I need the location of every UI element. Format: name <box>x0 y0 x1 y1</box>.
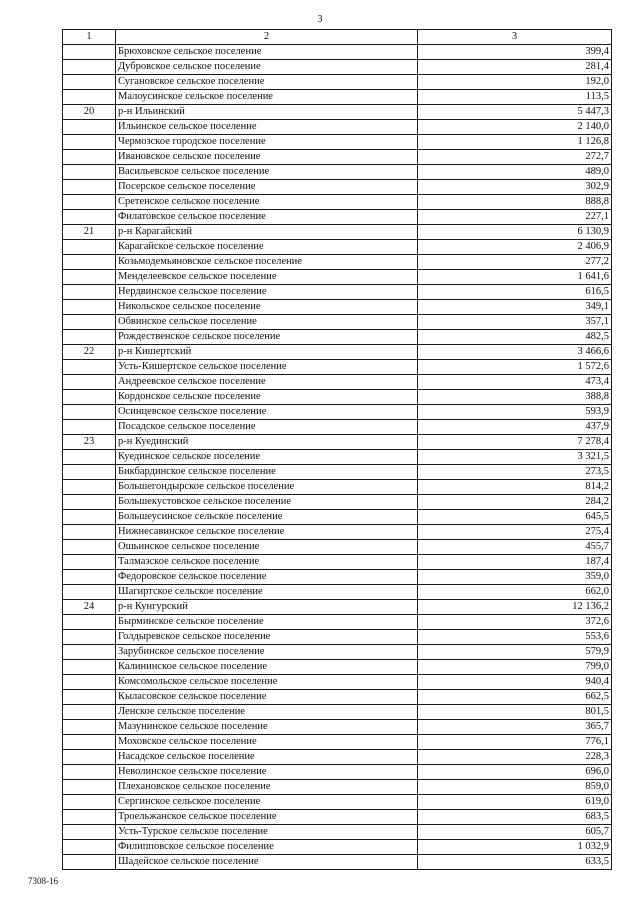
table-row <box>63 405 612 420</box>
amount-cell: 281,4 <box>418 60 612 75</box>
amount-cell: 275,4 <box>418 525 612 540</box>
settlement-name-cell: Бырминское сельское поселение <box>116 615 418 630</box>
row-number-cell <box>63 390 116 405</box>
table-row <box>63 285 612 300</box>
table-row <box>63 690 612 705</box>
row-number-cell <box>63 540 116 555</box>
page-number: 3 <box>317 14 323 25</box>
settlement-name-cell: Посадское сельское поселение <box>116 420 418 435</box>
settlement-name-cell: Сугановское сельское поселение <box>116 75 418 90</box>
settlement-name-cell: Голдыревское сельское поселение <box>116 630 418 645</box>
settlement-name-cell: Комсомольское сельское поселение <box>116 675 418 690</box>
row-number-cell: 20 <box>63 105 116 120</box>
amount-cell: 593,9 <box>418 405 612 420</box>
amount-cell: 662,0 <box>418 585 612 600</box>
settlement-name-cell: Никольское сельское поселение <box>116 300 418 315</box>
row-number-cell <box>63 255 116 270</box>
settlement-name-cell: Ленское сельское поселение <box>116 705 418 720</box>
row-number-cell <box>63 645 116 660</box>
row-number-cell <box>63 525 116 540</box>
table-row <box>63 225 612 240</box>
row-number-cell: 22 <box>63 345 116 360</box>
row-number-cell <box>63 480 116 495</box>
settlement-name-cell: Шагиртское сельское поселение <box>116 585 418 600</box>
row-number-cell: 21 <box>63 225 116 240</box>
settlement-name-cell: р-н Куединский <box>116 435 418 450</box>
amount-cell: 3 466,6 <box>418 345 612 360</box>
settlement-name-cell: р-н Кишертский <box>116 345 418 360</box>
amount-cell: 273,5 <box>418 465 612 480</box>
settlement-name-cell: Шадейское сельское поселение <box>116 855 418 870</box>
table-row <box>63 105 612 120</box>
table-row <box>63 165 612 180</box>
table-row <box>63 390 612 405</box>
amount-cell: 228,3 <box>418 750 612 765</box>
settlement-name-cell: Моховское сельское поселение <box>116 735 418 750</box>
table-row <box>63 765 612 780</box>
amount-cell: 272,7 <box>418 150 612 165</box>
row-number-cell <box>63 60 116 75</box>
table-row <box>63 465 612 480</box>
row-number-cell <box>63 750 116 765</box>
table-row <box>63 375 612 390</box>
table-row <box>63 825 612 840</box>
table-row <box>63 300 612 315</box>
settlement-name-cell: р-н Карагайский <box>116 225 418 240</box>
amount-cell: 696,0 <box>418 765 612 780</box>
amount-cell: 579,9 <box>418 645 612 660</box>
settlement-name-cell: Большекустовское сельское поселение <box>116 495 418 510</box>
amount-cell: 801,5 <box>418 705 612 720</box>
table-row <box>63 600 612 615</box>
amount-cell: 192,0 <box>418 75 612 90</box>
amount-cell: 7 278,4 <box>418 435 612 450</box>
amount-cell: 1 641,6 <box>418 270 612 285</box>
row-number-cell <box>63 795 116 810</box>
table-row <box>63 720 612 735</box>
row-number-cell <box>63 405 116 420</box>
table-header-row <box>63 30 612 45</box>
row-number-cell <box>63 675 116 690</box>
table-row <box>63 345 612 360</box>
settlement-name-cell: Дубровское сельское поселение <box>116 60 418 75</box>
settlement-name-cell: Кордонское сельское поселение <box>116 390 418 405</box>
row-number-cell <box>63 810 116 825</box>
table-row <box>63 615 612 630</box>
amount-cell: 2 406,9 <box>418 240 612 255</box>
table-row <box>63 570 612 585</box>
row-number-cell <box>63 555 116 570</box>
settlement-name-cell: Нижнесавинское сельское поселение <box>116 525 418 540</box>
settlement-name-cell: Менделеевское сельское поселение <box>116 270 418 285</box>
settlement-name-cell: Усть-Кишертское сельское поселение <box>116 360 418 375</box>
row-number-cell <box>63 240 116 255</box>
table-row <box>63 510 612 525</box>
row-number-cell <box>63 120 116 135</box>
table-row <box>63 750 612 765</box>
row-number-cell <box>63 45 116 60</box>
table-row <box>63 360 612 375</box>
amount-cell: 482,5 <box>418 330 612 345</box>
row-number-cell: 23 <box>63 435 116 450</box>
row-number-cell <box>63 720 116 735</box>
settlement-name-cell: Ильинское сельское поселение <box>116 120 418 135</box>
row-number-cell <box>63 450 116 465</box>
settlement-name-cell: Насадское сельское поселение <box>116 750 418 765</box>
settlement-name-cell: Куединское сельское поселение <box>116 450 418 465</box>
row-number-cell <box>63 780 116 795</box>
amount-cell: 6 130,9 <box>418 225 612 240</box>
row-number-cell <box>63 330 116 345</box>
row-number-cell <box>63 630 116 645</box>
settlement-name-cell: Обвинское сельское поселение <box>116 315 418 330</box>
settlement-name-cell: р-н Ильинский <box>116 105 418 120</box>
table-row <box>63 480 612 495</box>
table-row <box>63 540 612 555</box>
amount-cell: 489,0 <box>418 165 612 180</box>
settlement-name-cell: Большеусинское сельское поселение <box>116 510 418 525</box>
table-row <box>63 195 612 210</box>
row-number-cell <box>63 420 116 435</box>
settlement-name-cell: Неволинское сельское поселение <box>116 765 418 780</box>
settlement-name-cell: Васильевское сельское поселение <box>116 165 418 180</box>
row-number-cell <box>63 660 116 675</box>
table-row <box>63 795 612 810</box>
table-row <box>63 735 612 750</box>
settlement-name-cell: Талмазское сельское поселение <box>116 555 418 570</box>
amount-cell: 437,9 <box>418 420 612 435</box>
settlement-name-cell: Мазунинское сельское поселение <box>116 720 418 735</box>
table-row <box>63 780 612 795</box>
settlement-name-cell: Посерское сельское поселение <box>116 180 418 195</box>
row-number-cell <box>63 150 116 165</box>
table-row <box>63 660 612 675</box>
table-row <box>63 585 612 600</box>
amount-cell: 357,1 <box>418 315 612 330</box>
settlement-name-cell: Козьмодемьяновское сельское поселение <box>116 255 418 270</box>
settlement-name-cell: Зарубинское сельское поселение <box>116 645 418 660</box>
amount-cell: 359,0 <box>418 570 612 585</box>
amount-cell: 113,5 <box>418 90 612 105</box>
amount-cell: 1 032,9 <box>418 840 612 855</box>
amount-cell: 814,2 <box>418 480 612 495</box>
amount-cell: 2 140,0 <box>418 120 612 135</box>
settlement-name-cell: Брюховское сельское поселение <box>116 45 418 60</box>
document-code: 7308-16 <box>28 876 58 886</box>
row-number-cell <box>63 375 116 390</box>
settlement-table <box>62 29 612 870</box>
table-row <box>63 180 612 195</box>
amount-cell: 888,8 <box>418 195 612 210</box>
row-number-cell <box>63 705 116 720</box>
amount-cell: 940,4 <box>418 675 612 690</box>
settlement-name-cell: Ивановское сельское поселение <box>116 150 418 165</box>
row-number-cell <box>63 360 116 375</box>
row-number-cell <box>63 300 116 315</box>
amount-cell: 227,1 <box>418 210 612 225</box>
row-number-cell: 24 <box>63 600 116 615</box>
settlement-name-cell: Карагайское сельское поселение <box>116 240 418 255</box>
row-number-cell <box>63 855 116 870</box>
row-number-cell <box>63 765 116 780</box>
amount-cell: 277,2 <box>418 255 612 270</box>
amount-cell: 616,5 <box>418 285 612 300</box>
amount-cell: 1 572,6 <box>418 360 612 375</box>
table-row <box>63 240 612 255</box>
table-row <box>63 45 612 60</box>
table-row <box>63 150 612 165</box>
table-row <box>63 840 612 855</box>
amount-cell: 1 126,8 <box>418 135 612 150</box>
table-row <box>63 435 612 450</box>
amount-cell: 365,7 <box>418 720 612 735</box>
row-number-cell <box>63 585 116 600</box>
settlement-name-cell: Нердвинское сельское поселение <box>116 285 418 300</box>
table-row <box>63 90 612 105</box>
amount-cell: 633,5 <box>418 855 612 870</box>
settlement-name-cell: Усть-Турское сельское поселение <box>116 825 418 840</box>
row-number-cell <box>63 180 116 195</box>
column-header-name: 2 <box>116 30 418 45</box>
settlement-name-cell: Плехановское сельское поселение <box>116 780 418 795</box>
amount-cell: 372,6 <box>418 615 612 630</box>
column-header-number: 1 <box>63 30 116 45</box>
settlement-name-cell: Троельжанское сельское поселение <box>116 810 418 825</box>
settlement-name-cell: Филипповское сельское поселение <box>116 840 418 855</box>
table-row <box>63 450 612 465</box>
row-number-cell <box>63 285 116 300</box>
table-row <box>63 315 612 330</box>
settlement-name-cell: Калининское сельское поселение <box>116 660 418 675</box>
settlement-name-cell: Малоусинское сельское поселение <box>116 90 418 105</box>
row-number-cell <box>63 735 116 750</box>
row-number-cell <box>63 270 116 285</box>
amount-cell: 349,1 <box>418 300 612 315</box>
amount-cell: 605,7 <box>418 825 612 840</box>
amount-cell: 859,0 <box>418 780 612 795</box>
row-number-cell <box>63 465 116 480</box>
amount-cell: 187,4 <box>418 555 612 570</box>
table-row <box>63 135 612 150</box>
row-number-cell <box>63 90 116 105</box>
amount-cell: 799,0 <box>418 660 612 675</box>
amount-cell: 473,4 <box>418 375 612 390</box>
row-number-cell <box>63 690 116 705</box>
amount-cell: 645,5 <box>418 510 612 525</box>
amount-cell: 662,5 <box>418 690 612 705</box>
row-number-cell <box>63 570 116 585</box>
table-row <box>63 855 612 870</box>
row-number-cell <box>63 495 116 510</box>
row-number-cell <box>63 165 116 180</box>
amount-cell: 455,7 <box>418 540 612 555</box>
table-row <box>63 255 612 270</box>
table-row <box>63 645 612 660</box>
table-row <box>63 525 612 540</box>
row-number-cell <box>63 825 116 840</box>
settlement-name-cell: Федоровское сельское поселение <box>116 570 418 585</box>
row-number-cell <box>63 195 116 210</box>
row-number-cell <box>63 135 116 150</box>
amount-cell: 12 136,2 <box>418 600 612 615</box>
amount-cell: 399,4 <box>418 45 612 60</box>
settlement-name-cell: Осинцевское сельское поселение <box>116 405 418 420</box>
amount-cell: 284,2 <box>418 495 612 510</box>
amount-cell: 5 447,3 <box>418 105 612 120</box>
settlement-name-cell: Андреевское сельское поселение <box>116 375 418 390</box>
table-row <box>63 330 612 345</box>
table-row <box>63 555 612 570</box>
table-row <box>63 60 612 75</box>
settlement-name-cell: Сретенское сельское поселение <box>116 195 418 210</box>
settlement-name-cell: Бикбардинское сельское поселение <box>116 465 418 480</box>
amount-cell: 3 321,5 <box>418 450 612 465</box>
table-body <box>63 45 612 870</box>
table-row <box>63 810 612 825</box>
column-header-value: 3 <box>418 30 612 45</box>
table-row <box>63 75 612 90</box>
settlement-name-cell: Рождественское сельское поселение <box>116 330 418 345</box>
table-row <box>63 705 612 720</box>
settlement-name-cell: Ошьинское сельское поселение <box>116 540 418 555</box>
table-row <box>63 270 612 285</box>
row-number-cell <box>63 210 116 225</box>
table-row <box>63 210 612 225</box>
settlement-name-cell: Чермозское городское поселение <box>116 135 418 150</box>
table-row <box>63 420 612 435</box>
amount-cell: 388,8 <box>418 390 612 405</box>
settlement-name-cell: Кыласовское сельское поселение <box>116 690 418 705</box>
settlement-name-cell: Большегондырское сельское поселение <box>116 480 418 495</box>
table-row <box>63 495 612 510</box>
row-number-cell <box>63 315 116 330</box>
amount-cell: 302,9 <box>418 180 612 195</box>
row-number-cell <box>63 75 116 90</box>
amount-cell: 683,5 <box>418 810 612 825</box>
settlement-name-cell: р-н Кунгурский <box>116 600 418 615</box>
row-number-cell <box>63 840 116 855</box>
settlement-name-cell: Сергинское сельское поселение <box>116 795 418 810</box>
table-row <box>63 120 612 135</box>
table-row <box>63 675 612 690</box>
table-row <box>63 630 612 645</box>
amount-cell: 776,1 <box>418 735 612 750</box>
row-number-cell <box>63 510 116 525</box>
amount-cell: 619,0 <box>418 795 612 810</box>
row-number-cell <box>63 615 116 630</box>
amount-cell: 553,6 <box>418 630 612 645</box>
settlement-name-cell: Филатовское сельское поселение <box>116 210 418 225</box>
